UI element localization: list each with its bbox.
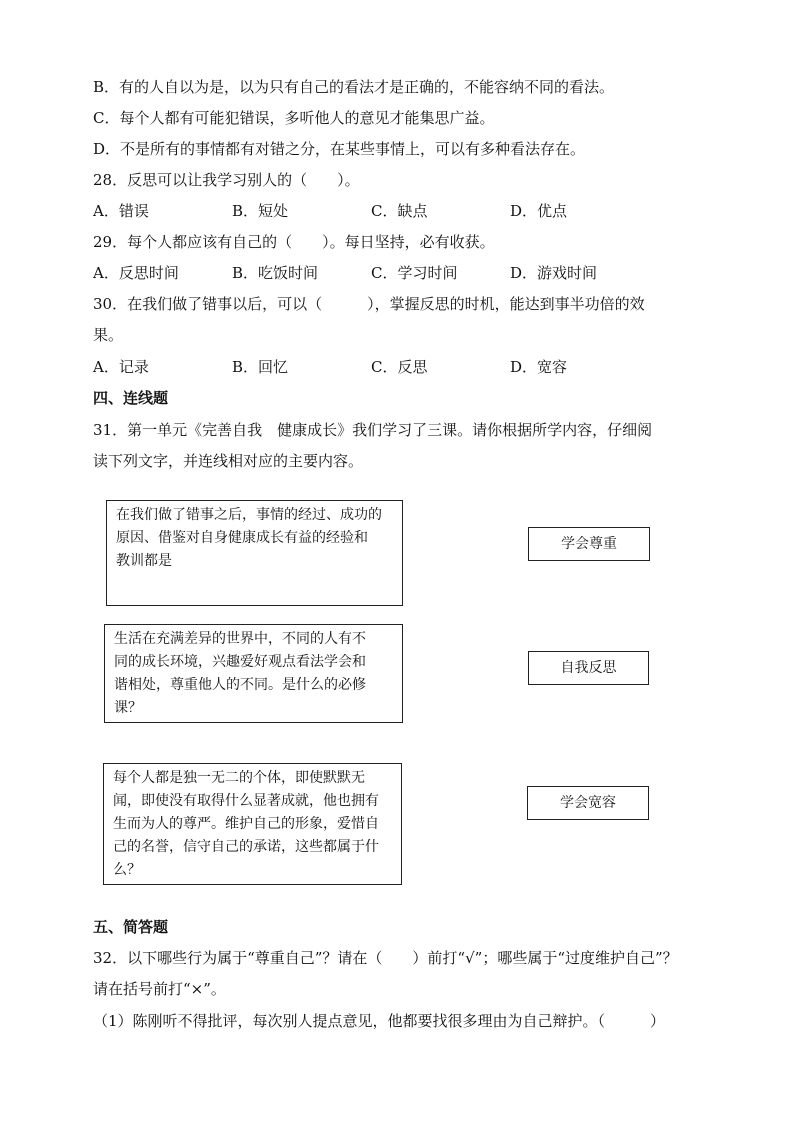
- q29-option-d: D．游戏时间: [510, 264, 598, 282]
- q32-stem-line2: 请在括号前打“×”。: [93, 980, 226, 998]
- q31-stem-line2: 读下列文字，并连线相对应的主要内容。: [93, 452, 364, 470]
- q27-option-b: B．有的人自以为是，以为只有自己的看法才是正确的，不能容纳不同的看法。: [93, 78, 615, 96]
- q30-stem-line1: 30．在我们做了错事以后，可以（ ），掌握反思的时机，能达到事半功倍的效: [93, 295, 645, 313]
- match-left-box-1[interactable]: [106, 500, 403, 606]
- q30-stem-line2: 果。: [93, 326, 124, 344]
- q28-option-a: A．错误: [93, 202, 149, 220]
- match-left-box-3-line: 么？: [113, 862, 141, 878]
- q28-option-b: B．短处: [232, 202, 289, 220]
- q29-stem: 29．每个人都应该有自己的（ ）。每日坚持，必有收获。: [93, 233, 495, 251]
- q30-option-d: D．宽容: [510, 358, 568, 376]
- match-left-box-1-line: 在我们做了错事之后，事情的经过、成功的: [116, 507, 382, 523]
- q29-option-b: B．吃饭时间: [232, 264, 319, 282]
- q27-option-c: C．每个人都有可能犯错误，多听他人的意见才能集思广益。: [93, 109, 495, 127]
- q30-option-b: B．回忆: [232, 358, 289, 376]
- match-left-box-2[interactable]: [104, 624, 403, 723]
- q29-option-c: C．学习时间: [371, 264, 458, 282]
- match-right-box-3[interactable]: 学会宽容: [527, 786, 649, 820]
- q30-option-a: A．记录: [93, 358, 149, 376]
- q30-option-c: C．反思: [371, 358, 428, 376]
- match-left-box-2-line: 课？: [114, 700, 142, 716]
- q31-stem-line1: 31．第一单元《完善自我 健康成长》我们学习了三课。请你根据所学内容，仔细阅: [93, 421, 653, 439]
- q28-option-c: C．缺点: [371, 202, 428, 220]
- match-left-box-3-line: 闻，即使没有取得什么显著成就，他也拥有: [113, 793, 379, 809]
- match-left-box-2-line: 同的成长环境，兴趣爱好观点看法学会和: [114, 654, 366, 670]
- q29-option-a: A．反思时间: [93, 264, 179, 282]
- match-left-box-3-line: 生而为人的尊严。维护自己的形象，爱惜自: [113, 816, 379, 832]
- match-left-box-1-line: 原因、借鉴对自身健康成长有益的经验和: [116, 530, 368, 546]
- match-left-box-2-line: 生活在充满差异的世界中，不同的人有不: [114, 631, 366, 647]
- match-left-box-2-line: 谐相处，尊重他人的不同。是什么的必修: [114, 677, 366, 693]
- q32-item-1: （1）陈刚听不得批评，每次别人提点意见，他都要找很多理由为自己辩护。（ ）: [93, 1012, 666, 1030]
- match-left-box-3-line: 己的名誉，信守自己的承诺，这些都属于什: [113, 839, 379, 855]
- match-right-box-1[interactable]: 学会尊重: [528, 527, 650, 561]
- match-right-box-2[interactable]: 自我反思: [528, 651, 649, 685]
- q28-option-d: D．优点: [510, 202, 568, 220]
- match-left-box-3[interactable]: [103, 763, 402, 885]
- q32-stem-line1: 32．以下哪些行为属于“尊重自己”？请在（ ）前打“√”；哪些属于“过度维护自己”？: [93, 949, 678, 967]
- match-left-box-1-line: 教训都是: [116, 553, 172, 569]
- match-left-box-3-line: 每个人都是独一无二的个体，即使默默无: [113, 770, 365, 786]
- q27-option-d: D．不是所有的事情都有对错之分，在某些事情上，可以有多种看法存在。: [93, 140, 586, 158]
- q28-stem: 28．反思可以让我学习别人的（ ）。: [93, 171, 360, 189]
- section4-heading: 四、连线题: [93, 389, 169, 407]
- section5-heading: 五、简答题: [93, 918, 169, 936]
